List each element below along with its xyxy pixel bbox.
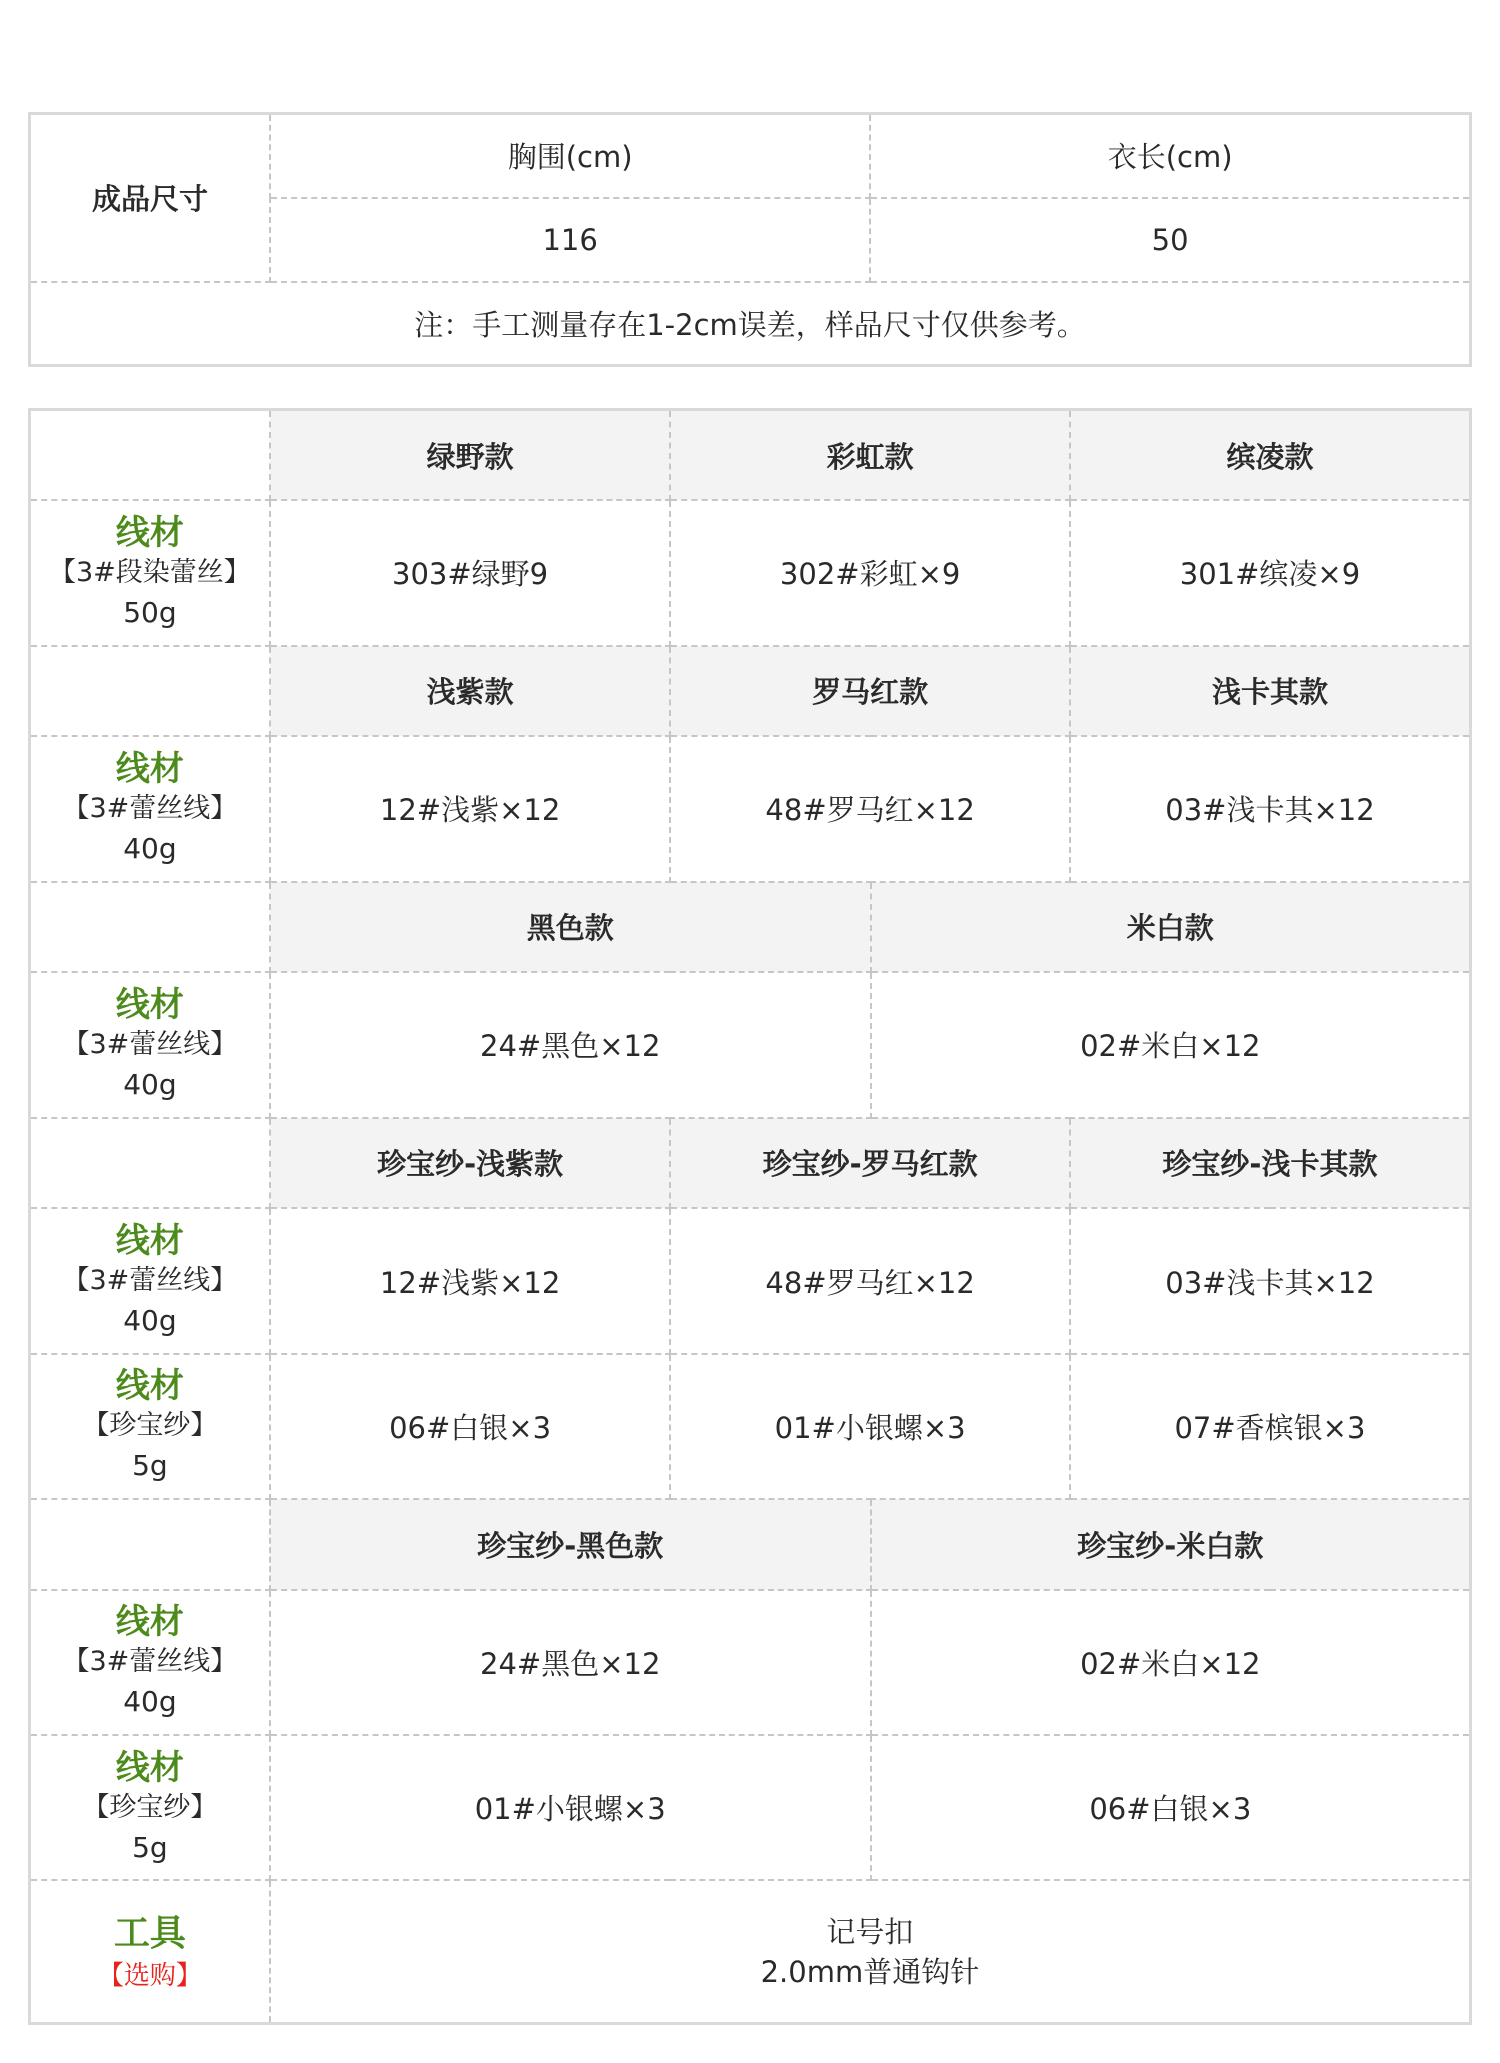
material-value: 301#缤凌×9: [1070, 500, 1471, 645]
material-title: 线材: [115, 1366, 184, 1407]
material-row: [30, 972, 1471, 1117]
material-weight: 50g: [123, 595, 177, 629]
length-value: 50: [870, 198, 1470, 282]
material-weight: 5g: [132, 1449, 168, 1483]
material-label-cell: [30, 1354, 270, 1499]
material-row: [30, 500, 1471, 645]
tools-label-cell: [30, 1880, 270, 2023]
material-label-cell: [30, 500, 270, 645]
material-value: 12#浅紫×12: [270, 736, 671, 881]
material-weight: 40g: [123, 1304, 177, 1337]
variant-header: 珍宝纱-罗马红款: [670, 1118, 1070, 1209]
variant-header: 米白款: [871, 882, 1471, 973]
variant-header: 黑色款: [270, 882, 871, 973]
material-weight: 40g: [123, 1685, 177, 1719]
tools-list: [270, 1880, 1471, 2023]
material-weight: 5g: [132, 1830, 168, 1864]
material-value: 302#彩虹×9: [670, 500, 1070, 645]
header-corner-cell: [30, 1499, 270, 1590]
material-value: 48#罗马红×12: [670, 1208, 1070, 1353]
material-value: 01#小银螺×3: [270, 1735, 871, 1880]
tools-optional-note: 【选购】: [97, 1960, 202, 1991]
tools-title: 工具: [113, 1912, 186, 1954]
material-title: 线材: [115, 748, 184, 789]
material-value: 06#白银×3: [871, 1735, 1471, 1880]
header-corner-cell: [30, 882, 270, 973]
bust-value: 116: [270, 198, 870, 282]
material-value: 03#浅卡其×12: [1070, 1208, 1471, 1353]
variant-header-row: [30, 410, 1471, 501]
material-type: 【3#蕾丝线】: [62, 1646, 238, 1678]
variant-header-row: [30, 1499, 1471, 1590]
material-value: 02#米白×12: [871, 1590, 1471, 1735]
header-corner-cell: [30, 410, 270, 501]
variant-header: 缤凌款: [1070, 410, 1471, 501]
material-value: 48#罗马红×12: [670, 736, 1070, 881]
material-value: 06#白银×3: [270, 1354, 671, 1499]
measurement-note: 注：手工测量存在1-2cm误差，样品尺寸仅供参考。: [30, 282, 1471, 366]
material-type: 【珍宝纱】: [82, 1791, 218, 1823]
variant-header: 珍宝纱-黑色款: [270, 1499, 871, 1590]
variant-header: 绿野款: [270, 410, 671, 501]
material-value: 24#黑色×12: [270, 972, 871, 1117]
material-label-cell: [30, 1735, 270, 1880]
variant-header: 罗马红款: [670, 646, 1070, 737]
variant-header: 珍宝纱-米白款: [871, 1499, 1471, 1590]
tool-item: 2.0mm普通钩针: [760, 1954, 980, 1989]
material-title: 线材: [115, 1221, 184, 1261]
variant-header: 珍宝纱-浅紫款: [270, 1118, 671, 1209]
material-label-cell: [30, 1208, 270, 1353]
material-label-cell: [30, 736, 270, 881]
material-row: [30, 736, 1471, 881]
header-corner-cell: [30, 646, 270, 737]
variant-header-row: [30, 646, 1471, 737]
length-header: 衣长(cm): [870, 114, 1470, 198]
material-value: 03#浅卡其×12: [1070, 736, 1471, 881]
material-row: [30, 1208, 1471, 1353]
material-type: 【3#蕾丝线】: [62, 1028, 238, 1060]
tools-row: [30, 1880, 1471, 2023]
material-type: 【3#段染蕾丝】: [49, 556, 251, 588]
variant-header: 彩虹款: [670, 410, 1070, 501]
material-title: 线材: [115, 512, 184, 553]
bust-header: 胸围(cm): [270, 114, 870, 198]
material-value: 12#浅紫×12: [270, 1208, 671, 1353]
material-label-cell: [30, 1590, 270, 1735]
variant-header-row: [30, 1118, 1471, 1209]
material-row: [30, 1590, 1471, 1735]
material-value: 07#香槟银×3: [1070, 1354, 1471, 1499]
material-weight: 40g: [123, 831, 177, 865]
variant-header-row: [30, 882, 1471, 973]
header-corner-cell: [30, 1118, 270, 1209]
material-title: 线材: [115, 1747, 184, 1788]
material-type: 【3#蕾丝线】: [62, 1265, 238, 1296]
material-value: 24#黑色×12: [270, 1590, 871, 1735]
variant-header: 浅紫款: [270, 646, 671, 737]
material-type: 【3#蕾丝线】: [62, 792, 238, 824]
variant-header: 珍宝纱-浅卡其款: [1070, 1118, 1471, 1209]
size-table: [28, 112, 1472, 367]
material-title: 线材: [115, 984, 184, 1025]
material-label-cell: [30, 972, 270, 1117]
material-value: 02#米白×12: [871, 972, 1471, 1117]
materials-table: [28, 408, 1472, 2025]
material-value: 303#绿野9: [270, 500, 671, 645]
material-value: 01#小银螺×3: [670, 1354, 1070, 1499]
variant-header: 浅卡其款: [1070, 646, 1471, 737]
material-row: [30, 1354, 1471, 1499]
size-label: 成品尺寸: [30, 114, 271, 282]
material-title: 线材: [115, 1602, 184, 1643]
material-weight: 40g: [123, 1067, 177, 1101]
tool-item: 记号扣: [826, 1914, 914, 1949]
material-type: 【珍宝纱】: [82, 1410, 218, 1442]
material-row: [30, 1735, 1471, 1880]
